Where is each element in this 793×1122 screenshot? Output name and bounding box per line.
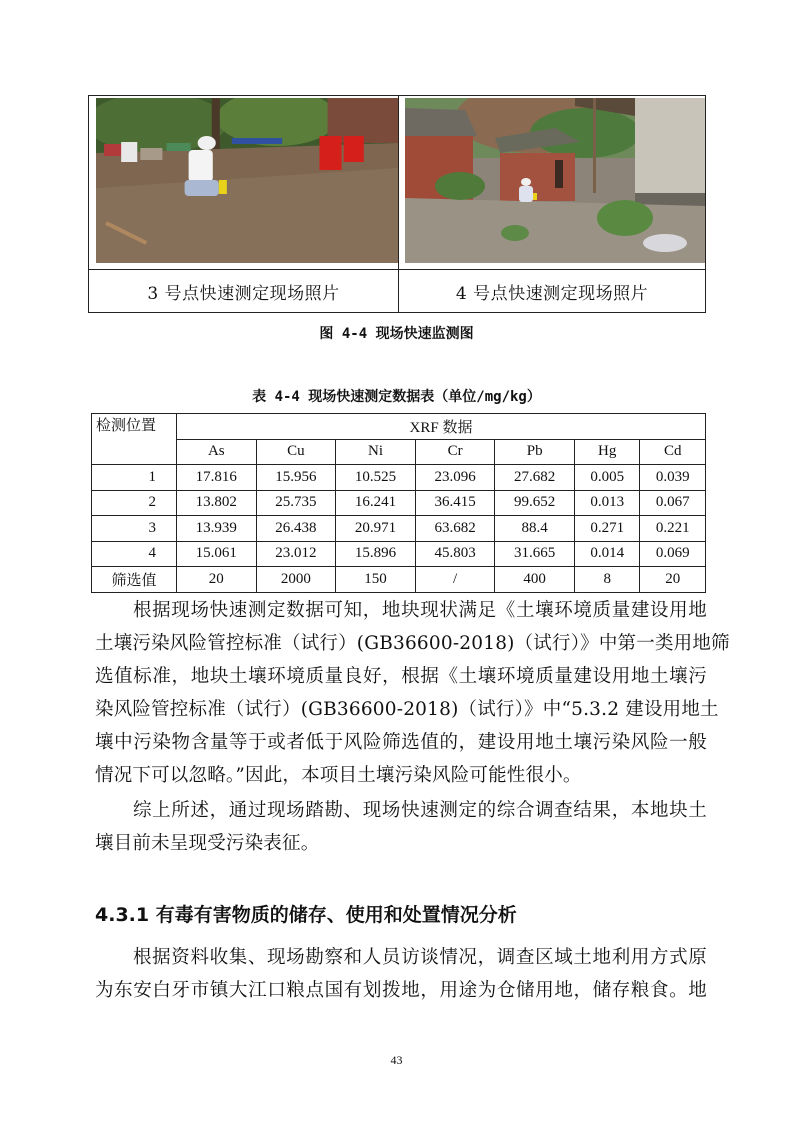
site-photo-4-image xyxy=(405,98,705,263)
table-cell: 0.271 xyxy=(574,516,639,542)
screening-label: 筛选值 xyxy=(92,567,177,593)
screening-cell: 400 xyxy=(495,567,575,593)
table-cell: 23.012 xyxy=(256,541,336,567)
page-number: 43 xyxy=(390,1053,403,1067)
table-cell: 13.939 xyxy=(177,516,257,542)
table-row xyxy=(92,465,706,491)
column-header: Pb xyxy=(495,439,575,465)
table-cell: 23.096 xyxy=(415,465,495,491)
column-header: Cu xyxy=(256,439,336,465)
photo-caption-4: 4 号点快速测定现场照片 xyxy=(455,283,649,304)
text-line: 情况下可以忽略。”因此，本项目土壤污染风险可能性很小。 xyxy=(95,765,582,786)
section-heading: 4.3.1 有毒有害物质的储存、使用和处置情况分析 xyxy=(95,904,517,926)
table-cell: 0.221 xyxy=(640,516,706,542)
table-cell: 25.735 xyxy=(256,490,336,516)
photo-cell-4 xyxy=(399,96,705,269)
table-cell: 45.803 xyxy=(415,541,495,567)
table-row xyxy=(92,541,706,567)
screening-cell: 2000 xyxy=(256,567,336,593)
site-photo-3-image xyxy=(96,98,398,263)
table-cell: 26.438 xyxy=(256,516,336,542)
screening-value-row xyxy=(92,567,706,593)
screening-cell: 20 xyxy=(177,567,257,593)
table-cell: 0.013 xyxy=(574,490,639,516)
table-cell: 20.971 xyxy=(336,516,416,542)
text-line: 为东安白牙市镇大江口粮点国有划拨地，用途为仓储用地，储存粮食。地 xyxy=(95,980,707,1001)
table-header-row-1 xyxy=(92,414,706,440)
column-header: Cd xyxy=(640,439,706,465)
table-cell: 15.956 xyxy=(256,465,336,491)
paragraph-land-use xyxy=(95,941,707,1007)
column-header: As xyxy=(177,439,257,465)
text-line: 土壤污染风险管控标准（试行）(GB36600-2018)（试行）》中第一类用地筛 xyxy=(95,633,730,654)
table-cell: 10.525 xyxy=(336,465,416,491)
screening-cell: 8 xyxy=(574,567,639,593)
table-cell: 15.896 xyxy=(336,541,416,567)
table-cell: 36.415 xyxy=(415,490,495,516)
table-cell: 0.067 xyxy=(640,490,706,516)
table-row xyxy=(92,516,706,542)
table-cell: 27.682 xyxy=(495,465,575,491)
paragraph-xrf-conclusion xyxy=(95,594,730,792)
text-line: 选值标准，地块土壤环境质量良好，根据《土壤环境质量建设用地土壤污 xyxy=(95,666,707,687)
table-cell: 31.665 xyxy=(495,541,575,567)
table-cell: 0.005 xyxy=(574,465,639,491)
table-cell: 16.241 xyxy=(336,490,416,516)
column-header: Ni xyxy=(336,439,416,465)
row-position: 4 xyxy=(92,541,177,567)
photo-cell-3 xyxy=(89,96,399,269)
screening-cell: 150 xyxy=(336,567,416,593)
table-cell: 0.039 xyxy=(640,465,706,491)
column-header: Hg xyxy=(574,439,639,465)
corner-header: 检测位置 xyxy=(92,414,177,465)
text-line: 根据现场快速测定数据可知，地块现状满足《土壤环境质量建设用地 xyxy=(133,600,707,621)
figure-caption: 图 4-4 现场快速监测图 xyxy=(319,326,474,342)
text-line: 根据资料收集、现场勘察和人员访谈情况，调查区域土地利用方式原 xyxy=(133,947,707,968)
row-position: 1 xyxy=(92,465,177,491)
screening-cell: / xyxy=(415,567,495,593)
table-cell: 15.061 xyxy=(177,541,257,567)
column-header: Cr xyxy=(415,439,495,465)
table-row xyxy=(92,490,706,516)
site-photo-3 xyxy=(96,98,398,263)
table-cell: 99.652 xyxy=(495,490,575,516)
row-position: 3 xyxy=(92,516,177,542)
text-line: 染风险管控标准（试行）(GB36600-2018)（试行）》中“5.3.2 建设用地土 xyxy=(95,699,719,720)
photo-table xyxy=(88,95,706,313)
table-cell: 0.069 xyxy=(640,541,706,567)
table-cell: 17.816 xyxy=(177,465,257,491)
xrf-data-table xyxy=(91,413,706,593)
table-title: 表 4-4 现场快速测定数据表（单位/mg/kg） xyxy=(252,389,541,405)
text-line: 综上所述，通过现场踏勘、现场快速测定的综合调查结果，本地块土 xyxy=(133,800,707,821)
group-header: XRF 数据 xyxy=(177,414,706,440)
table-header-row-2 xyxy=(92,439,706,465)
table-cell: 88.4 xyxy=(495,516,575,542)
text-line: 壤目前未呈现受污染表征。 xyxy=(95,833,320,854)
site-photo-4 xyxy=(405,98,705,263)
photo-caption-3: 3 号点快速测定现场照片 xyxy=(89,270,399,312)
row-position: 2 xyxy=(92,490,177,516)
table-cell: 63.682 xyxy=(415,516,495,542)
photo-caption-row xyxy=(89,269,705,312)
paragraph-summary xyxy=(95,794,707,860)
table-cell: 13.802 xyxy=(177,490,257,516)
screening-cell: 20 xyxy=(640,567,706,593)
table-cell: 0.014 xyxy=(574,541,639,567)
text-line: 壤中污染物含量等于或者低于风险筛选值的，建设用地土壤污染风险一般 xyxy=(95,732,707,753)
